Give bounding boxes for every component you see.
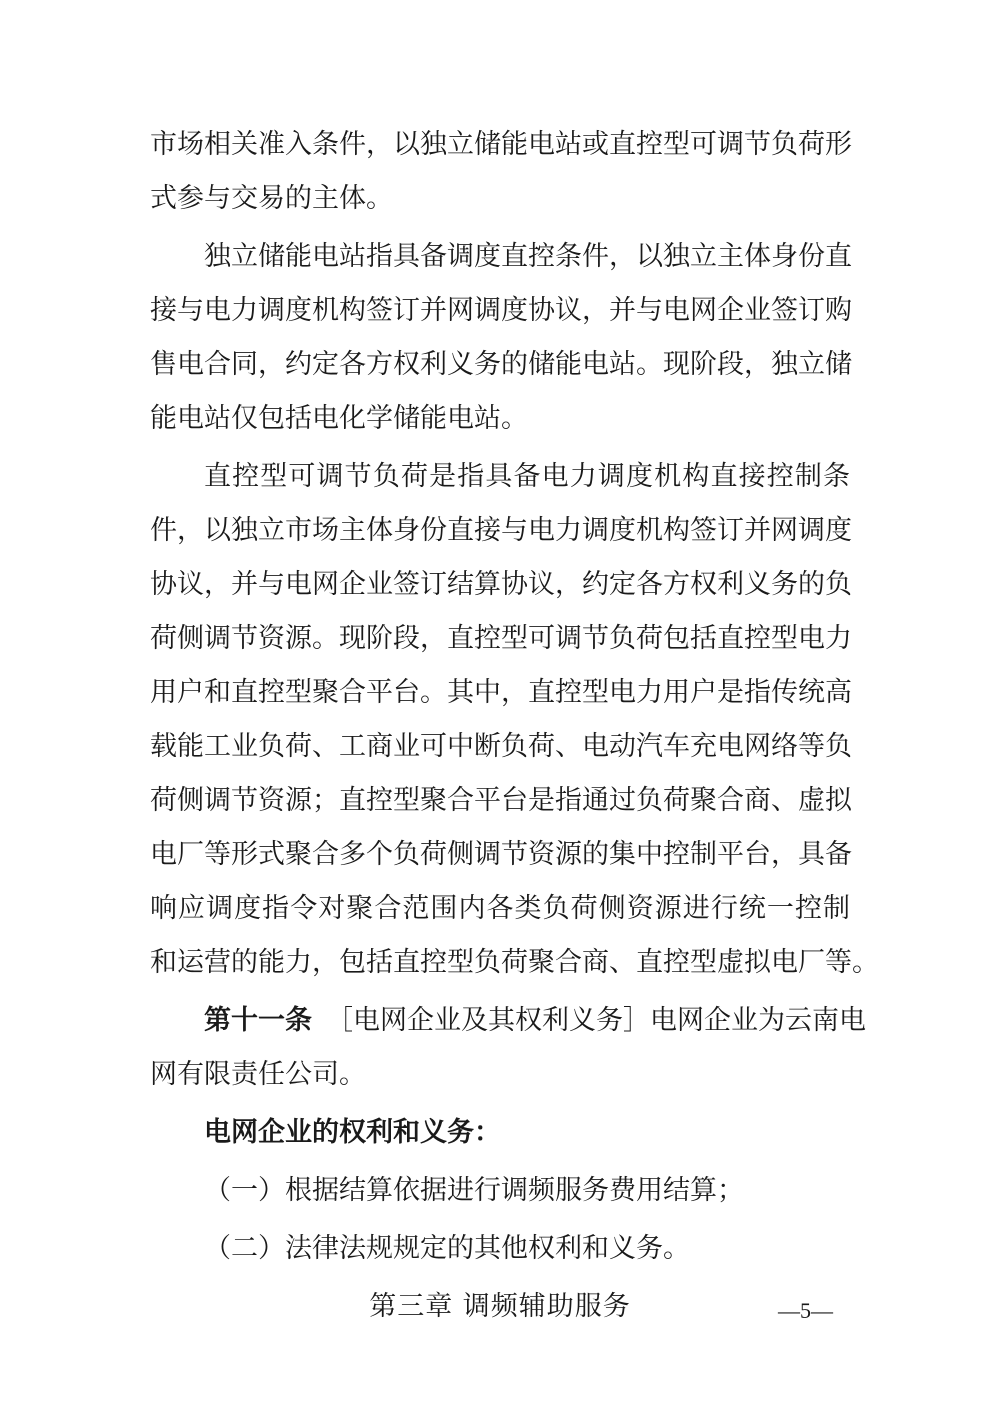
list-item: （一）根据结算依据进行调频服务费用结算；: [204, 1175, 744, 1206]
list-item: （二）法律法规规定的其他权利和义务。: [204, 1233, 690, 1264]
paragraph-line: 荷侧调节资源；直控型聚合平台是指通过负荷聚合商、虚拟: [150, 785, 852, 816]
article-text: ［电网企业及其权利义务］电网企业为云南电: [326, 1005, 866, 1036]
paragraph-line: 荷侧调节资源。现阶段，直控型可调节负荷包括直控型电力: [150, 623, 852, 654]
article-line: [150, 994, 866, 1048]
paragraph-line: 市场相关准入条件，以独立储能电站或直控型可调节负荷形: [150, 129, 852, 160]
paragraph-line: 件，以独立市场主体身份直接与电力调度机构签订并网调度: [150, 515, 852, 546]
paragraph-line: 协议，并与电网企业签订结算协议，约定各方权利义务的负: [150, 569, 852, 600]
document-body: [150, 118, 879, 1334]
article-number: 第十一条: [204, 1005, 312, 1036]
paragraph-line: 式参与交易的主体。: [150, 183, 393, 214]
paragraph-line: 响应调度指令对聚合范围内各类负荷侧资源进行统一控制: [150, 893, 850, 924]
subsection-title: 电网企业的权利和义务：: [204, 1117, 501, 1148]
paragraph-line: 独立储能电站指具备调度直控条件，以独立主体身份直: [204, 241, 852, 272]
paragraph-line: 接与电力调度机构签订并网调度协议，并与电网企业签订购: [150, 295, 852, 326]
paragraph-line: 网有限责任公司。: [150, 1059, 366, 1090]
chapter-heading: 第三章 调频辅助服务: [369, 1291, 631, 1322]
paragraph-line: 售电合同，约定各方权利义务的储能电站。现阶段，独立储: [150, 349, 852, 380]
paragraph-line: 载能工业负荷、工商业可中断负荷、电动汽车充电网络等负: [150, 731, 852, 762]
paragraph-line: 能电站仅包括电化学储能电站。: [150, 403, 528, 434]
paragraph-line: 直控型可调节负荷是指具备电力调度机构直接控制条: [204, 461, 850, 492]
paragraph-line: 和运营的能力，包括直控型负荷聚合商、直控型虚拟电厂等。: [150, 947, 879, 978]
page-number: —5—: [778, 1298, 833, 1323]
paragraph-line: 电厂等形式聚合多个负荷侧调节资源的集中控制平台，具备: [150, 839, 852, 870]
paragraph-line: 用户和直控型聚合平台。其中，直控型电力用户是指传统高: [150, 677, 852, 708]
